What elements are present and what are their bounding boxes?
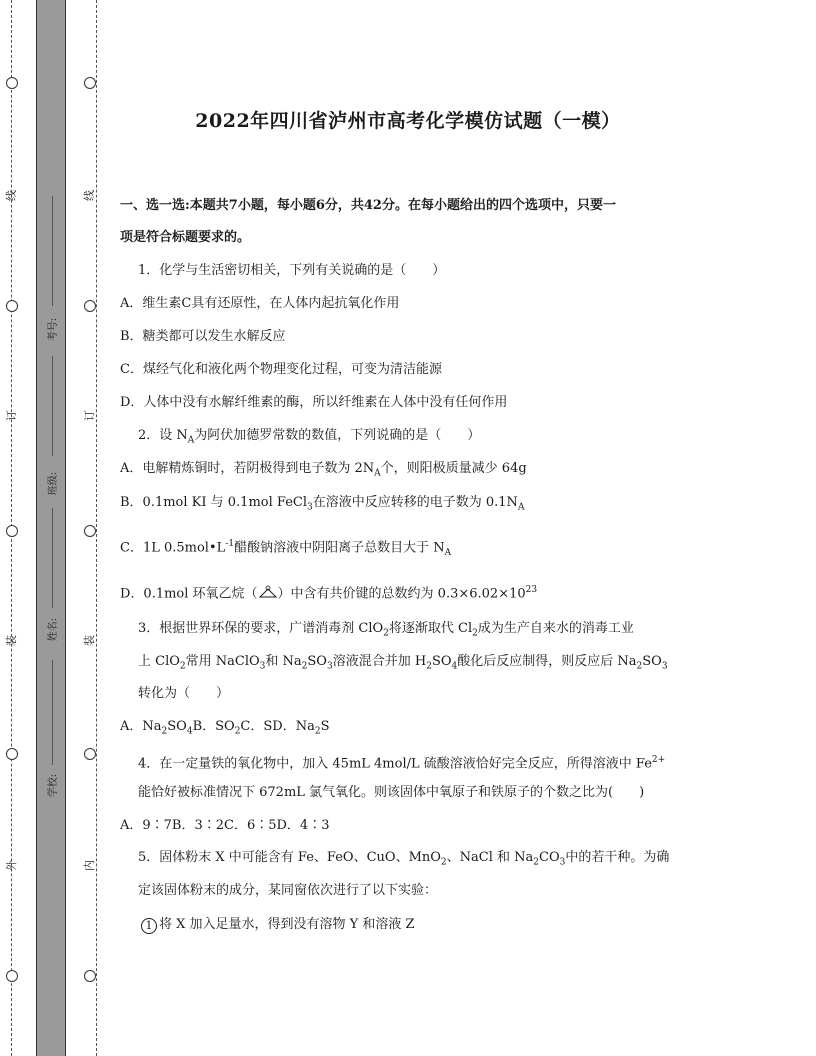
margin-char-zhuang-inner: 装 <box>83 635 96 646</box>
margin-char-ding-inner: 订 <box>83 410 96 421</box>
school-line <box>52 660 53 765</box>
section-heading-cont: 项是符合标题要求的。 <box>120 230 251 245</box>
step-number-circle: 1 <box>141 918 157 934</box>
class-line <box>52 356 53 456</box>
binding-hole <box>84 77 96 89</box>
question-5-stem-cont: 定该固体粉末的成分，某同窗依次进行了以下实验： <box>138 883 438 898</box>
question-4-stem: 4．在一定量铁的氧化物中，加入 45mL 4mol/L 硫酸溶液恰好完全反应，所得溶液中 $Fe^{2+}$ <box>138 755 666 772</box>
question-1-option-a: A．维生素C具有还原性，在人体内起抗氧化作用 <box>120 296 400 311</box>
section-heading: 一、选一选:本题共7小题，每小题6分，共42分。在每小题给出的四个选项中，只要一 <box>120 198 616 213</box>
inner-dashed-line <box>96 0 97 1056</box>
question-2-option-a: A．电解精炼铜时，若阴极得到电子数为 $2N_A$个，则阳极质量减少 64g <box>120 461 527 479</box>
exam-number-line <box>52 196 53 306</box>
margin-char-xian-inner: 线 <box>83 190 96 201</box>
margin-char-nei-inner: 内 <box>83 860 96 871</box>
question-3-stem-cont: 上 ClO$_2$常用 NaClO$_3$和 $Na_2SO_3$溶液混合并加 $H_2SO_4$酸化后反应制得，则反应后 $Na_2SO_3$ <box>138 654 668 672</box>
question-2-stem: 2．设 $N_A$为阿伏加德罗常数的数值，下列说确的是（ ） <box>138 428 481 446</box>
question-2-option-c: C．1L $0.5mol•L^{-1}$醋酸钠溶液中阴阳离子总数目大于 $N_A$ <box>120 539 452 558</box>
name-label: 姓名: <box>48 617 60 642</box>
question-1-stem: 1．化学与生活密切相关，下列有关说确的是（ ） <box>138 263 446 278</box>
page-title: 2022年四川省泸州市高考化学模仿试题（一模） <box>195 110 621 132</box>
exam-number-label: 考号: <box>48 317 60 342</box>
question-5-step-1: 1 将 X 加入足量水，得到没有溶物 Y 和溶液 Z <box>141 917 415 934</box>
class-label: 班级: <box>48 471 60 496</box>
question-1-option-c: C．煤经气化和液化两个物理变化过程，可变为清洁能源 <box>120 362 442 377</box>
binding-hole <box>6 525 18 537</box>
margin-char-xian: 线 <box>5 190 18 201</box>
question-3-options: A．$Na_2SO_4B$．$SO_2C$．SD．$Na_2S$ <box>120 719 330 737</box>
question-3-stem-end: 转化为（ ） <box>138 686 230 701</box>
question-2-option-d: D．0.1mol 环氧乙烷（ ）中含有共价键的总数约为 $0.3\times 6.02\times 10^{23}$ <box>120 585 538 602</box>
binding-hole <box>6 970 18 982</box>
question-4-options: A．9∶7B．3∶2C．6∶5D．4∶3 <box>120 818 330 833</box>
name-line <box>52 508 53 608</box>
epoxide-structure-icon <box>258 585 278 599</box>
binding-hole <box>84 300 96 312</box>
question-1-option-d: D．人体中没有水解纤维素的酶，所以纤维素在人体中没有任何作用 <box>120 395 508 410</box>
school-label: 学校: <box>48 773 60 798</box>
margin-char-zhuang: 装 <box>5 635 18 646</box>
binding-hole <box>84 525 96 537</box>
binding-hole <box>6 300 18 312</box>
binding-strip <box>36 0 66 1056</box>
margin-char-ding: 订 <box>5 410 18 421</box>
binding-hole <box>6 748 18 760</box>
binding-hole <box>6 77 18 89</box>
question-2-option-b: B．0.1mol KI 与 0.1mol FeCl$_3$在溶液中反应转移的电子数为 $0.1N_A$ <box>120 495 525 513</box>
binding-hole <box>84 970 96 982</box>
binding-hole <box>84 748 96 760</box>
question-3-stem: 3．根据世界环保的要求，广谱消毒剂 ClO$_2$将逐渐取代 $Cl_2$成为生产自来水的消毒工业 <box>138 621 634 639</box>
question-1-option-b: B．糖类都可以发生水解反应 <box>120 329 286 344</box>
question-5-stem: 5．固体粉末 X 中可能含有 Fe、FeO、CuO、MnO$_2$、NaCl 和 $Na_2CO_3$中的若干种。为确 <box>138 850 670 868</box>
margin-char-wai: 外 <box>5 860 18 871</box>
question-4-stem-cont: 能恰好被标准情况下 672mL 氯气氧化。则该固体中氧原子和铁原子的个数之比为( ) <box>138 785 645 800</box>
